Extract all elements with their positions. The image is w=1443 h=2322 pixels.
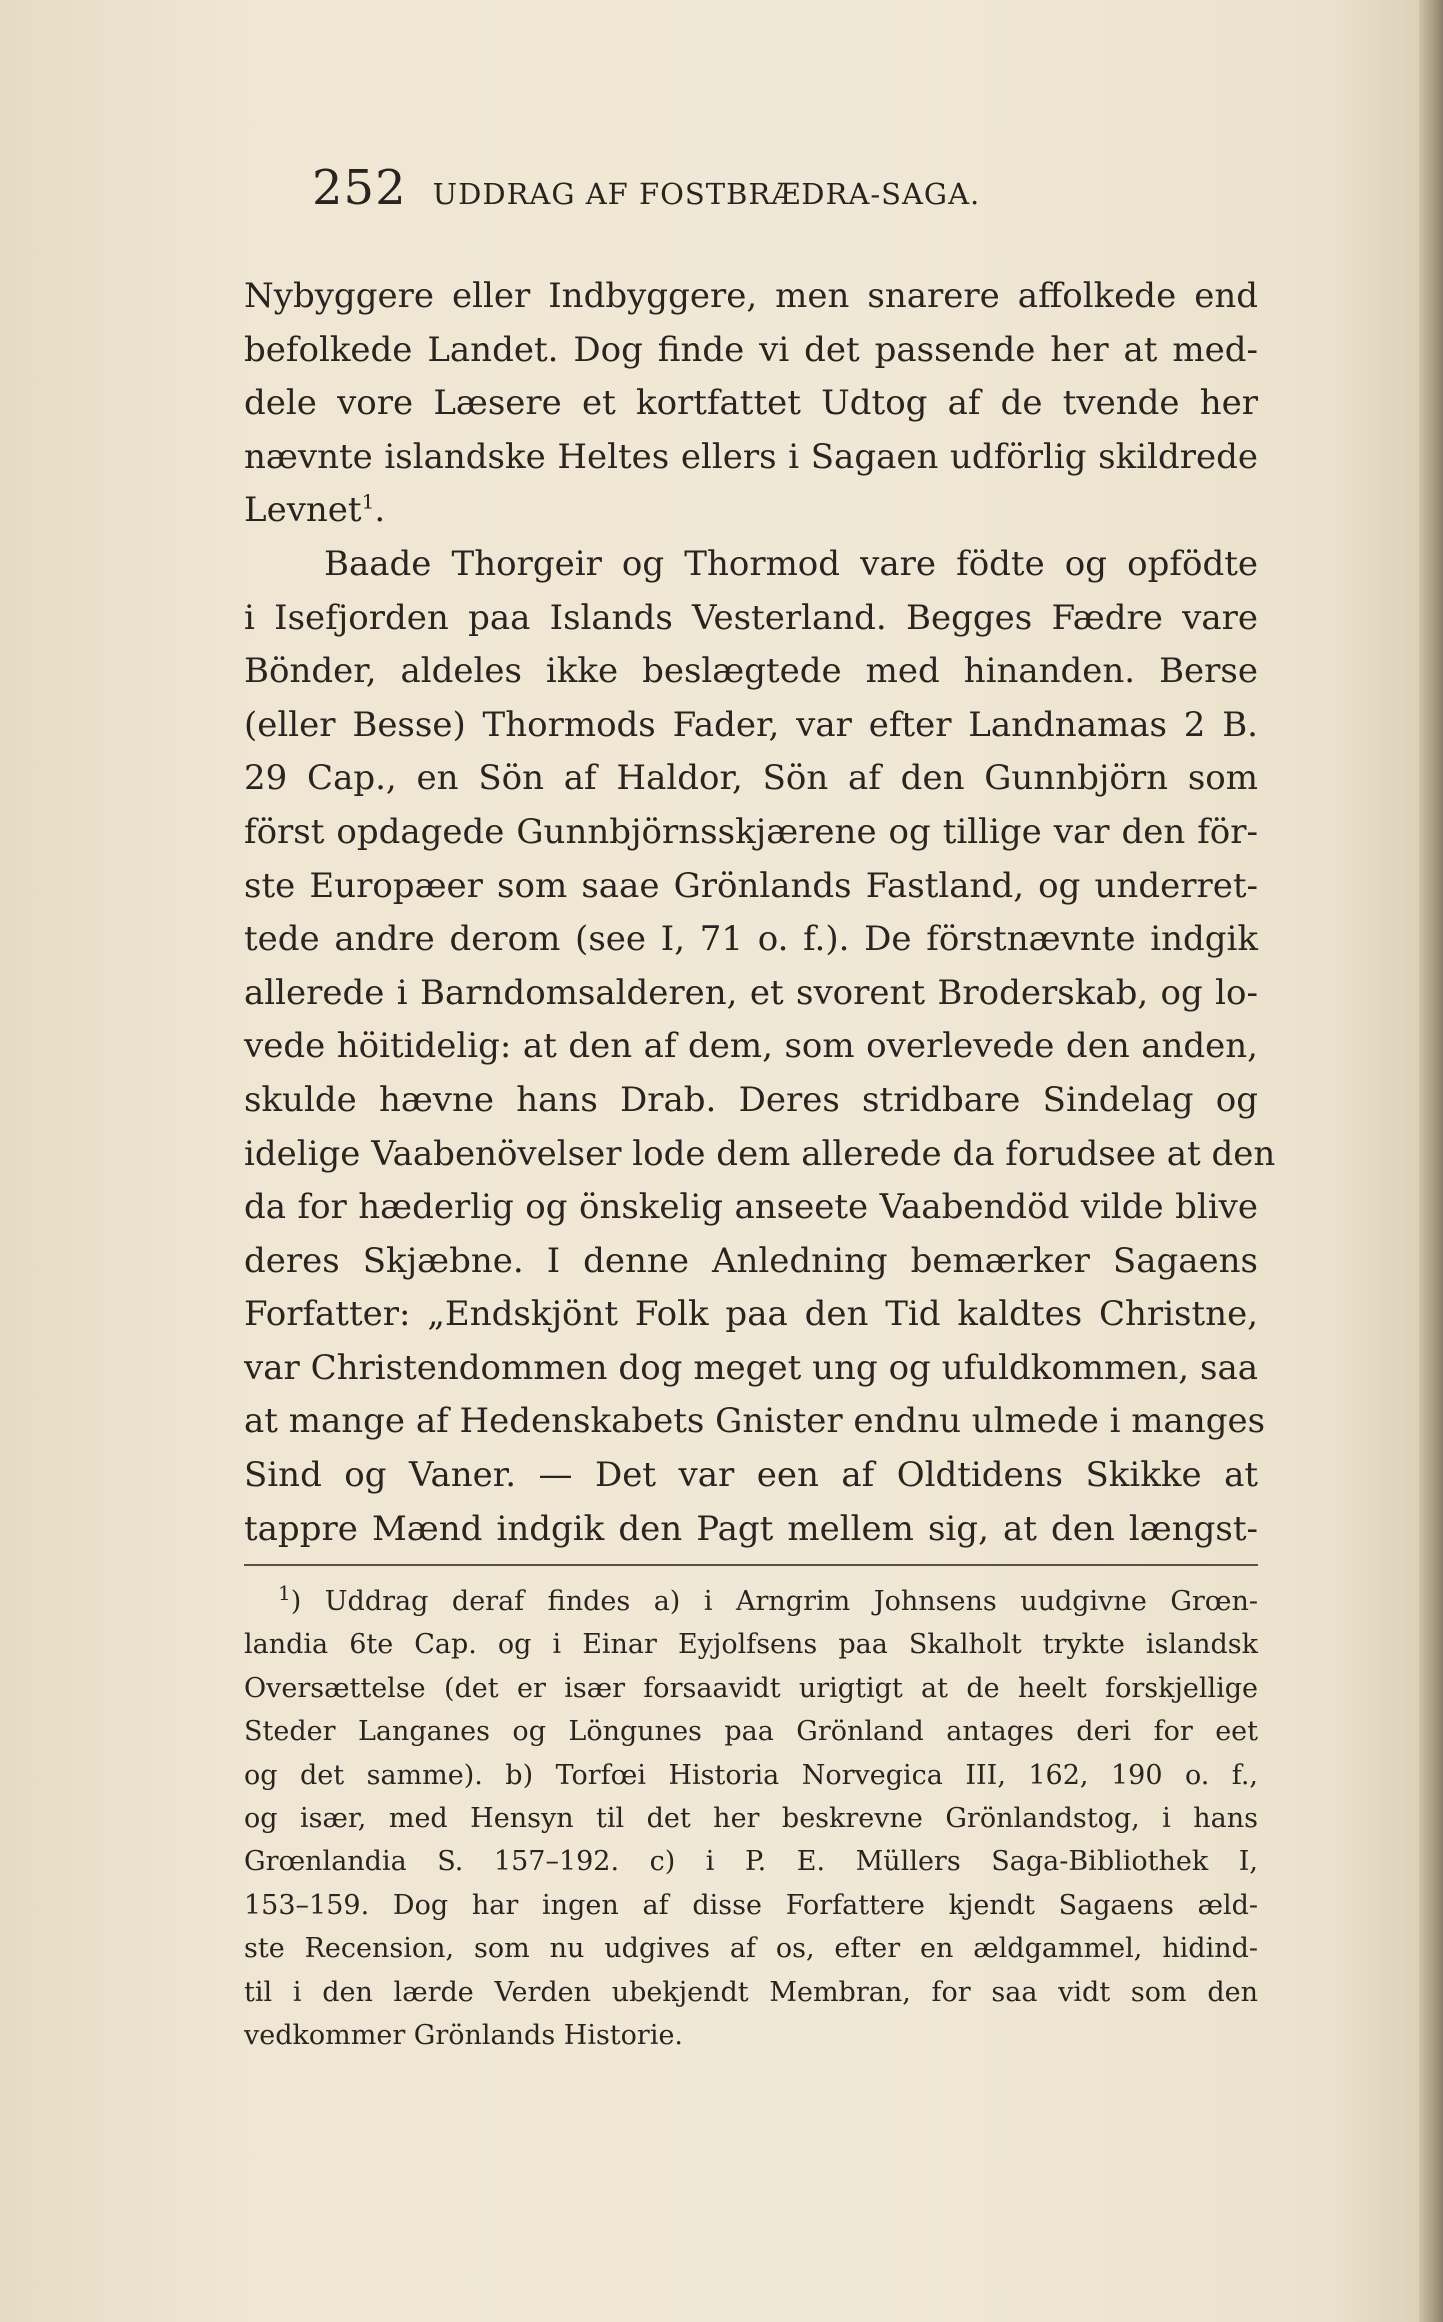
footnote-line-text: ) Uddrag deraf findes a) i Arngrim Johnsens uudgivne Grœn- [290,1586,1258,1617]
body-line: Baade Thorgeir og Thormod vare födte og opfödte [324,543,1258,584]
footnote-marker: 1 [278,1581,291,1605]
footnote-divider [244,1564,1258,1566]
running-title: UDDRAG AF FOSTBRÆDRA-SAGA. [432,177,981,211]
body-line: vede höitidelig: at den af dem, som overlevede den anden, [244,1026,1258,1067]
footnote-line: og det samme). b) Torfœi Historia Norvegica III, 162, 190 o. f., [244,1759,1258,1791]
footnote-line: landia 6te Cap. og i Einar Eyjolfsens paa Skalholt trykte islandsk [244,1629,1258,1661]
body-line: (eller Besse) Thormods Fader, var efter Landnamas 2 B. [244,704,1258,745]
body-line: befolkede Landet. Dog finde vi det passende her at med- [244,329,1258,370]
footnote-line: og især, med Hensyn til det her beskrevne Grönlandstog, i hans [244,1802,1258,1834]
footnote-line: Oversættelse (det er især forsaavidt urigtigt at de heelt forskjellige [244,1672,1258,1704]
body-line: i Isefjorden paa Islands Vesterland. Begges Fædre vare [244,597,1258,638]
body-line-period: . [374,490,386,531]
body-line: allerede i Barndomsalderen, et svorent Broderskab, og lo- [244,972,1258,1013]
page-number: 252 [312,160,407,216]
footnote-reference: 1 [361,490,375,515]
body-line: var Christendommen dog meget ung og ufuldkommen, saa [244,1347,1258,1388]
footnote-line: ste Recension, som nu udgives af os, efter en ældgammel, hidind- [244,1933,1258,1965]
body-line: ste Europæer som saae Grönlands Fastland, og underret- [244,865,1258,906]
body-line [244,484,1258,538]
body-line: idelige Vaabenövelser lode dem allerede da forudsee at den [244,1133,1276,1174]
body-text [244,270,1276,1556]
body-line: at mange af Hedenskabets Gnister endnu ulmede i manges [244,1401,1266,1442]
body-line: dele vore Læsere et kortfattet Udtog af de tvende her [244,383,1258,424]
body-line: nævnte islandske Heltes ellers i Sagaen udförlig skildrede [244,436,1258,477]
footnote-line [244,1580,1258,1623]
footnote-line: Grœnlandia S. 157–192. c) i P. E. Müllers Saga-Bibliothek I, [244,1846,1258,1878]
body-line: da for hæderlig og önskelig anseete Vaabendöd vilde blive [244,1187,1258,1228]
body-line-text: Levnet [244,490,362,531]
body-line: 29 Cap., en Sön af Haldor, Sön af den Gunnbjörn som [244,758,1258,799]
page-header [312,160,980,220]
body-line: Bönder, aldeles ikke beslægtede med hinanden. Berse [244,651,1258,692]
body-line: Forfatter: „Endskjönt Folk paa den Tid kaldtes Christne, [244,1294,1258,1335]
body-line: tappre Mænd indgik den Pagt mellem sig, at den længst- [244,1508,1258,1549]
body-line: deres Skjæbne. I denne Anledning bemærker Sagaens [244,1240,1258,1281]
footnotes [244,1580,1258,2057]
body-line: Sind og Vaner. — Det var een af Oldtidens Skikke at [244,1455,1258,1496]
footnote-line: Steder Langanes og Löngunes paa Grönland antages deri for eet [244,1716,1258,1748]
body-line: tede andre derom (see I, 71 o. f.). De förstnævnte indgik [244,919,1258,960]
footnote-line: til i den lærde Verden ubekjendt Membran, for saa vidt som den [244,1976,1258,2008]
footnote-line: vedkommer Grönlands Historie. [244,2019,684,2051]
body-line: först opdagede Gunnbjörnsskjærene og tillige var den för- [244,811,1258,852]
footnote-line: 153–159. Dog har ingen af disse Forfattere kjendt Sagaens æld- [244,1889,1258,1921]
body-line: Nybyggere eller Indbyggere, men snarere affolkede end [244,276,1258,316]
body-line: skulde hævne hans Drab. Deres stridbare Sindelag og [244,1079,1258,1120]
page-gutter [1419,0,1443,2322]
